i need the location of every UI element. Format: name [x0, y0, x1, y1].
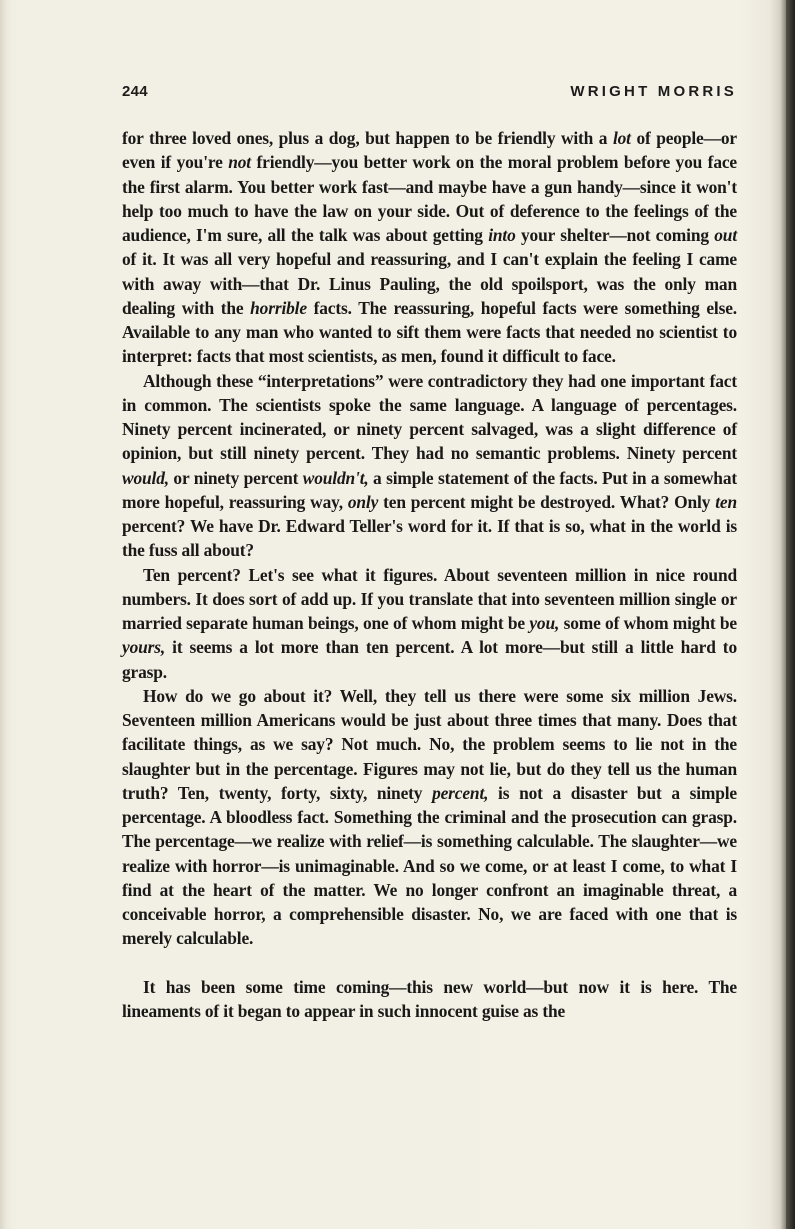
paragraph — [122, 126, 737, 369]
running-head — [122, 83, 737, 105]
text-run: your shelter—not coming — [515, 225, 715, 245]
italic-text: ten — [715, 491, 737, 512]
italic-text: you, — [529, 613, 560, 633]
text-run: percent? We have Dr. Edward Teller's word for it. If that is so, what in the world is the fuss all about? — [122, 516, 737, 561]
text-run: How do we go about it? Well, they tell us there were some six million Jews. Seventeen million Americans would be just about three times that many. Does that facilitate things, as we say? Not much. No, the problem seems to lie not in the slaughter but in the percentage. Figures may not lie, but do they tell us the human truth? Ten, twenty, forty, sixty, ninety — [122, 685, 737, 803]
text-run: a simple statement of the facts. Put in a somewhat more hopeful, reassuring way, — [122, 467, 738, 512]
italic-text: only — [347, 491, 379, 512]
text-run: facts. The reassuring, hopeful facts were something else. Available to any man who wanted to sift them were facts that needed no scientist to interpret: facts that most scientists, as men, found it difficult to face. — [122, 297, 737, 367]
italic-text: not — [228, 152, 251, 173]
paragraph — [122, 684, 737, 951]
page-edge-shadow — [786, 0, 795, 1229]
text-run: or ninety percent — [168, 467, 303, 488]
text-run: of people—or even if you're — [122, 128, 737, 173]
text-run: is not a disaster but a simple percentage. A bloodless fact. Something the criminal and the prosecution can grasp. The percentage—we realize with relief—is something calculable. The slaughter—we realize with horror—is unimaginable. And so we come, or at least I come, to what I find at the heart of the matter. We no longer confront an imaginable threat, a conceivable horror, a comprehensible disaster. No, we are faced with one that is merely calculable. — [122, 782, 737, 949]
italic-text: out — [714, 225, 737, 245]
italic-text: wouldn't, — [302, 467, 369, 488]
italic-text: would, — [122, 467, 169, 488]
page-number: 244 — [122, 83, 148, 100]
italic-text: yours, — [122, 637, 166, 658]
paragraph — [122, 369, 737, 563]
paragraph — [122, 975, 737, 1024]
body-text — [122, 126, 737, 1023]
text-run: some of whom might be — [559, 613, 737, 633]
text-run: it seems a lot more than ten percent. A lot more—but still a little hard to grasp. — [122, 637, 737, 682]
italic-text: percent, — [432, 782, 489, 803]
running-head-author: WRIGHT MORRIS — [570, 83, 737, 100]
italic-text: horrible — [250, 297, 307, 318]
text-run: of it. It was all very hopeful and reassuring, and I can't explain the feeling I came with away with—that Dr. Linus Pauling, the old spoilsport, was the only man dealing with the — [122, 249, 737, 318]
text-run: Although these “interpretations” were contradictory they had one important fact in common. The scientists spoke the same language. A language of percentages. Ninety percent incinerated, or ninety percent salvaged, was a slight difference of opinion, but still ninety percent. They had no semantic problems. Ninety percent — [122, 370, 737, 464]
text-run: Ten percent? Let's see what it figures. About seventeen million in nice round numbers. It does sort of add up. If you translate that into seventeen million single or married separate human beings, one of whom might be — [122, 564, 737, 633]
text-run: for three loved ones, plus a dog, but happen to be friendly with a — [122, 128, 613, 148]
paragraph — [122, 563, 737, 684]
text-run: ten percent might be destroyed. What? Only — [378, 491, 716, 512]
text-run: It has been some time coming—this new world—but now it is here. The lineaments of it began to appear in such innocent guise as the — [122, 976, 737, 1021]
italic-text: into — [488, 225, 516, 245]
italic-text: lot — [612, 128, 631, 148]
text-run: friendly—you better work on the moral problem before you face the first alarm. You better work fast—and maybe have a gun handy—since it won't help too much to have the law on your side. Out of deference to the feelings of the audience, I'm sure, all the talk was about getting — [122, 152, 738, 245]
